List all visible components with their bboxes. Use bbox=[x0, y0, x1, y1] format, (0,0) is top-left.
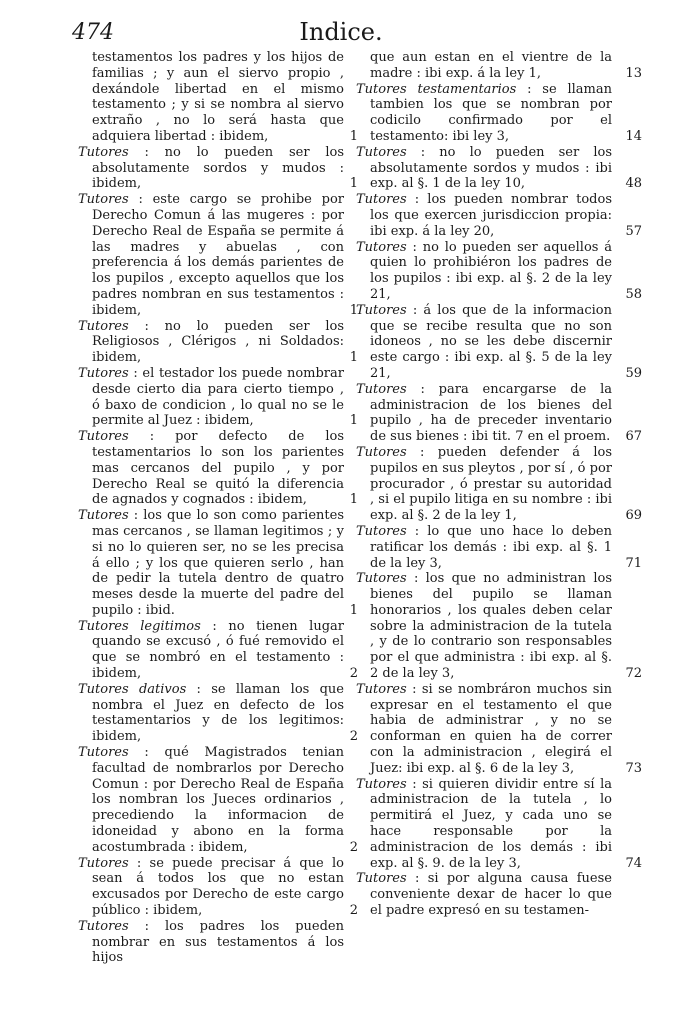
entry-text: testamentos los padres y los hijos de familias ; y aun el siervo propio , dexándole libertad en el mismo testamento ; y si se nombra al siervo extraño , no lo será hasta que adquiera libertad : ibidem, bbox=[92, 50, 344, 144]
entry-page-ref: 1 bbox=[349, 350, 358, 366]
index-entry bbox=[356, 444, 642, 524]
entry-page-ref: 59 bbox=[625, 365, 642, 381]
entry-page-ref: 57 bbox=[625, 223, 642, 239]
entry-text: : los padres los pueden nombrar en sus testamentos á los hijos bbox=[92, 918, 344, 966]
entry-text: : los pueden nombrar todos los que exercen jurisdiccion propia: ibi exp. á la ley 20, bbox=[370, 192, 612, 239]
entry-keyword: Tutores bbox=[78, 144, 129, 160]
entry-keyword: Tutores bbox=[356, 523, 407, 539]
entry-text: : no lo pueden ser aquellos á quien lo prohibiéron los padres de los pupilos : ibi exp. al §. 2 de la ley 21, bbox=[370, 239, 612, 302]
entry-keyword: Tutores bbox=[356, 302, 407, 318]
entry-page-ref: 13 bbox=[625, 65, 642, 81]
entry-text: : lo que uno hace lo deben ratificar los demás : ibi exp. al §. 1 de la ley 3, bbox=[370, 523, 612, 571]
entry-page-ref: 67 bbox=[625, 429, 642, 445]
index-entry bbox=[356, 144, 642, 192]
index-entry bbox=[356, 523, 642, 571]
entry-keyword: Tutores bbox=[78, 429, 129, 445]
index-entry bbox=[78, 365, 358, 429]
entry-text: : si por alguna causa fuese conveniente dexar de hacer lo que el padre expresó en su testamen- bbox=[370, 871, 612, 919]
entry-keyword: Tutores bbox=[356, 444, 407, 460]
index-entry bbox=[78, 919, 344, 966]
entry-text: que aun estan en el vientre de la madre : ibi exp. á la ley 1, bbox=[370, 50, 612, 81]
entry-keyword: Tutores testamentarios bbox=[356, 81, 517, 97]
entry-page-ref: 1 bbox=[349, 492, 358, 508]
entry-text: : se llaman tambien los que se nombran por codicilo confirmado por el testamento: ibi ley 3, bbox=[370, 81, 612, 144]
entry-page-ref: 2 bbox=[349, 839, 358, 855]
entry-page-ref: 1 bbox=[349, 413, 358, 429]
index-entry bbox=[78, 618, 358, 682]
entry-keyword: Tutores bbox=[78, 745, 129, 761]
index-entry bbox=[356, 681, 642, 777]
entry-text: : no lo pueden ser los absolutamente sordos y mudos : ibidem, bbox=[92, 144, 344, 192]
left-column bbox=[78, 50, 358, 966]
entry-keyword: Tutores bbox=[356, 192, 407, 208]
index-entry bbox=[78, 192, 358, 318]
index-entry bbox=[356, 192, 642, 239]
entry-keyword: Tutores bbox=[356, 776, 407, 792]
entry-keyword: Tutores bbox=[78, 192, 129, 208]
entry-text: : si se nombráron muchos sin expresar en el testamento el que habia de administrar , y no se conforman en quien ha de correr con la administracion , elegirá el Juez: ibi exp. al §. 6 de la ley 3, bbox=[370, 681, 612, 776]
index-entry bbox=[356, 50, 642, 82]
index-entry bbox=[356, 81, 642, 145]
index-entry bbox=[356, 302, 642, 382]
entry-keyword: Tutores bbox=[356, 681, 407, 697]
entry-text: : pueden defender á los pupilos en sus pleytos , por sí , ó por procurador , ó prestar su autoridad , si el pupilo litiga en su nombre : ibi exp. al §. 2 de la ley 1, bbox=[370, 444, 612, 524]
entry-text: : no lo pueden ser los Religiosos , Clérigos , ni Soldados: ibidem, bbox=[92, 318, 344, 366]
entry-keyword: Tutores bbox=[78, 855, 129, 871]
index-entry bbox=[78, 318, 358, 366]
index-entry bbox=[356, 239, 642, 303]
entry-text: : se puede precisar á que lo sean á todos los que no estan excusados por Derecho de este cargo público : ibidem, bbox=[92, 855, 344, 919]
entry-text: : se llaman los que nombra el Juez en defecto de los testamentarios y de los legitimos: ibidem, bbox=[92, 681, 344, 745]
entry-page-ref: 1 bbox=[349, 128, 358, 144]
index-entry bbox=[78, 508, 358, 619]
index-entry bbox=[356, 871, 612, 918]
entry-page-ref: 2 bbox=[349, 729, 358, 745]
index-entry bbox=[78, 50, 358, 145]
entry-page-ref: 58 bbox=[625, 286, 642, 302]
entry-keyword: Tutores bbox=[78, 508, 129, 524]
entry-page-ref: 2 bbox=[349, 666, 358, 682]
entry-keyword: Tutores bbox=[356, 144, 407, 160]
entry-page-ref: 74 bbox=[625, 855, 642, 871]
entry-page-ref: 14 bbox=[625, 128, 642, 144]
entry-keyword: Tutores bbox=[356, 571, 407, 587]
entry-page-ref: 1 bbox=[349, 302, 358, 318]
page-title: Indice. bbox=[299, 18, 383, 46]
index-entry bbox=[78, 429, 358, 508]
entry-text: : para encargarse de la administracion de los bienes del pupilo , ha de preceder inventario de sus bienes : ibi tit. 7 en el proem. bbox=[370, 381, 612, 445]
entry-text: : no tienen lugar quando se excusó , ó fué removido el que se nombró en el testamento : ibidem, bbox=[92, 618, 344, 682]
index-entry bbox=[78, 745, 358, 856]
entry-text: : á los que de la informacion que se recibe resulta que no son idoneos , no se les debe discernir este cargo : ibi exp. al §. 5 de la ley 21, bbox=[370, 302, 612, 381]
index-entry bbox=[78, 681, 358, 745]
entry-page-ref: 2 bbox=[349, 903, 358, 919]
entry-keyword: Tutores bbox=[356, 381, 407, 397]
index-entry bbox=[78, 144, 358, 192]
index-entry bbox=[356, 381, 642, 445]
entry-text: : no lo pueden ser los absolutamente sordos y mudos : ibi exp. al §. 1 de la ley 10, bbox=[370, 144, 612, 192]
entry-text: : qué Magistrados tenian facultad de nombrarlos por Derecho Comun : por Derecho Real de España los nombran los Jueces ordinarios , precediendo la informacion de idoneidad y abono en la forma acostumbrada : ibidem, bbox=[92, 745, 344, 855]
entry-page-ref: 1 bbox=[349, 602, 358, 618]
index-entry bbox=[356, 776, 642, 872]
entry-keyword: Tutores legitimos bbox=[78, 618, 201, 634]
entry-page-ref: 72 bbox=[625, 666, 642, 682]
entry-text: : este cargo se prohibe por Derecho Comun á las mugeres : por Derecho Real de España se permite á las madres y abuelas , con preferencia á los demás parientes de los pupilos , excepto aquellos que los padres nombran en sus testamentos : ibidem, bbox=[92, 192, 344, 318]
page-number: 474 bbox=[72, 20, 114, 45]
entry-text: : los que lo son como parientes mas cercanos , se llaman legitimos ; y si no lo quieren ser, no se les precisa á ello ; y los que quieren serlo , han de pedir la tutela dentro de quatro meses desde la muerte del padre del pupilo : ibid. bbox=[92, 508, 344, 618]
index-entry bbox=[78, 855, 358, 919]
right-column bbox=[356, 50, 642, 919]
entry-keyword: Tutores bbox=[356, 239, 407, 255]
entry-keyword: Tutores bbox=[78, 318, 129, 334]
entry-text: : el testador los puede nombrar desde cierto dia para cierto tiempo , ó baxo de condicion , lo qual no se le permite al Juez : ibidem, bbox=[92, 365, 344, 429]
entry-keyword: Tutores bbox=[78, 918, 129, 934]
entry-text: : si quieren dividir entre sí la administracion de la tutela , lo permitirá el Juez, y cada uno se hace responsable por la administracion de los demás : ibi exp. al §. 9. de la ley 3, bbox=[370, 776, 612, 871]
entry-keyword: Tutores bbox=[356, 871, 407, 887]
entry-keyword: Tutores dativos bbox=[78, 681, 187, 697]
entry-page-ref: 69 bbox=[625, 508, 642, 524]
entry-page-ref: 48 bbox=[625, 176, 642, 192]
entry-page-ref: 73 bbox=[625, 760, 642, 776]
index-entry bbox=[356, 571, 642, 682]
entry-text: : los que no administran los bienes del pupilo se llaman honorarios , los quales deben celar sobre la administracion de la tutela , y de lo contrario son responsables por el que administra : ibi exp. al §. 2 de la ley 3, bbox=[370, 571, 612, 682]
entry-text: : por defecto de los testamentarios lo son los parientes mas cercanos del pupilo , y por Derecho Real se quitó la diferencia de agnados y cognados : ibidem, bbox=[92, 429, 344, 508]
entry-page-ref: 71 bbox=[625, 555, 642, 571]
entry-page-ref: 1 bbox=[349, 176, 358, 192]
entry-keyword: Tutores bbox=[78, 365, 129, 381]
